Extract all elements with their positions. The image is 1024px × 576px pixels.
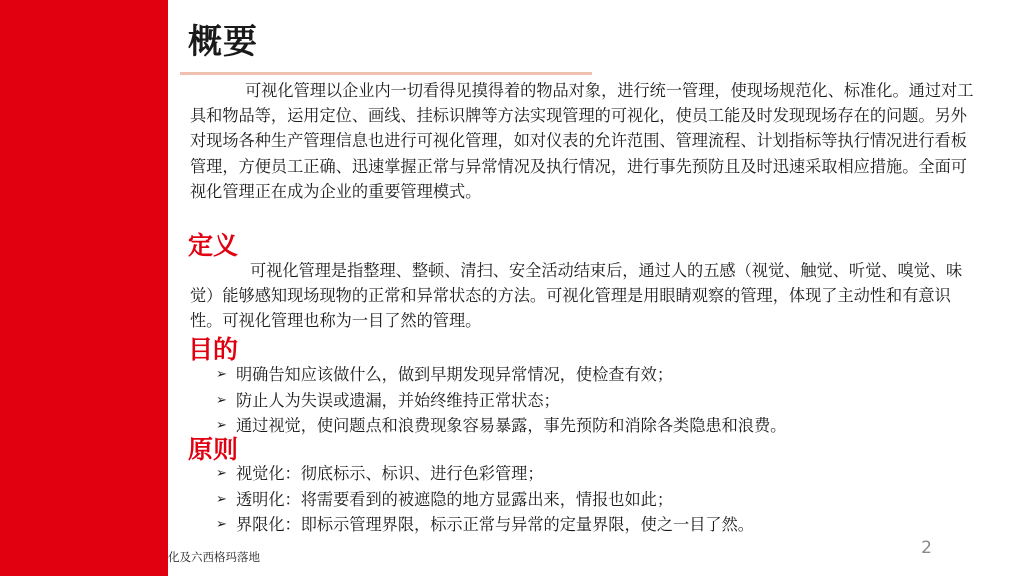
principle-item xyxy=(216,461,754,487)
arrow-bullet-icon: ➢ xyxy=(216,392,227,408)
principle-item xyxy=(216,512,754,538)
aim-item xyxy=(216,362,786,388)
aim-heading: 目的 xyxy=(188,335,239,364)
definition-paragraph: 可视化管理是指整理、整顿、清扫、安全活动结束后，通过人的五感（视觉、触觉、听觉、嗅觉、味觉）能够感知现场现物的正常和异常状态的方法。可视化管理是用眼睛观察的管理，体现了主动性和有意识性。可视化管理也称为一目了然的管理。 xyxy=(190,261,963,331)
title-underline xyxy=(180,72,592,75)
aim-item-text: 通过视觉，使问题点和浪费现象容易暴露，事先预防和消除各类隐患和浪费。 xyxy=(236,416,787,435)
arrow-bullet-icon: ➢ xyxy=(216,466,227,481)
arrow-bullet-icon: ➢ xyxy=(216,517,227,532)
footer-text: 化及六西格玛落地 xyxy=(168,550,260,564)
slide-content xyxy=(168,0,1024,576)
definition-heading: 定义 xyxy=(188,231,239,260)
arrow-bullet-icon: ➢ xyxy=(216,491,227,507)
principle-item-text: 透明化：将需要看到的被遮隐的地方显露出来，情报也如此； xyxy=(236,489,674,509)
page-number: 2 xyxy=(921,538,932,558)
slide-title: 概要 xyxy=(188,22,258,62)
arrow-bullet-icon: ➢ xyxy=(216,418,227,433)
aim-item xyxy=(216,413,786,439)
left-red-bar xyxy=(0,0,168,576)
aim-list xyxy=(216,362,786,439)
aim-item-text: 防止人为失误或遗漏，并始终维持正常状态； xyxy=(236,390,560,410)
principle-item-text: 视觉化：彻底标示、标识、进行色彩管理； xyxy=(236,464,544,483)
arrow-bullet-icon: ➢ xyxy=(216,367,227,382)
principles-heading: 原则 xyxy=(188,435,239,464)
intro-paragraph: 可视化管理以企业内一切看得见摸得着的物品对象，进行统一管理，使现场规范化、标准化。通过对工具和物品等，运用定位、画线、挂标识牌等方法实现管理的可视化，使员工能及时发现现场存在的问题。另外对现场各种生产管理信息也进行可视化管理，如对仪表的允许范围、管理流程、计划指标等执行情况进行看板管理，方便员工正确、迅速掌握正常与异常情况及执行情况，进行事先预防且及时迅速采取相应措施。全面可视化管理正在成为企业的重要管理模式。 xyxy=(190,81,974,201)
aim-item xyxy=(216,388,786,414)
principle-item-text: 界限化：即标示管理界限，标示正常与异常的定量界限，使之一目了然。 xyxy=(236,515,754,534)
aim-item-text: 明确告知应该做什么，做到早期发现异常情况，使检查有效； xyxy=(236,365,674,384)
principle-item xyxy=(216,487,754,513)
principles-list xyxy=(216,461,754,538)
